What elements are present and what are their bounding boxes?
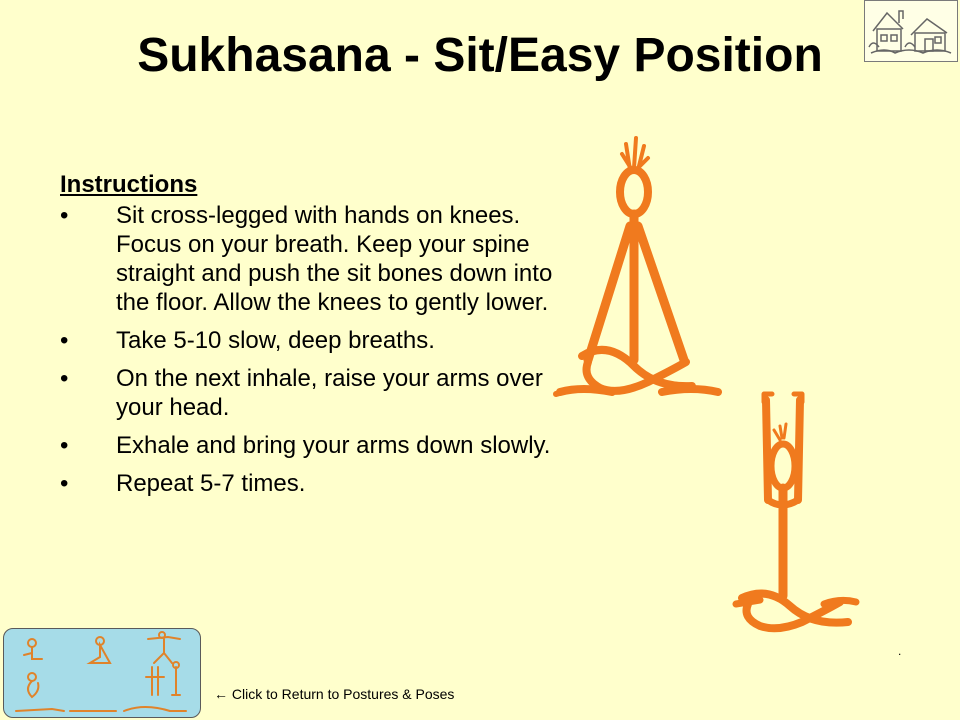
- list-item-text: Take 5-10 slow, deep breaths.: [116, 327, 435, 354]
- list-item: [60, 469, 560, 498]
- poses-thumbnail-icon: [4, 629, 200, 717]
- instructions-section: [60, 170, 560, 507]
- page-title: Sukhasana - Sit/Easy Position: [137, 29, 823, 82]
- bullet: •: [60, 470, 69, 497]
- list-item: [60, 364, 560, 422]
- list-item: [60, 326, 560, 355]
- arms-raised-figure-icon: [720, 390, 880, 640]
- instructions-list: [60, 201, 560, 498]
- stray-mark: .: [898, 644, 902, 658]
- house-icon: [865, 1, 957, 61]
- left-arrow-icon: ←: [214, 686, 228, 702]
- list-item-text: Sit cross-legged with hands on knees. Focus on your breath. Keep your spine straight and push the sit bones down into the floor. Allow the knees to gently lower.: [116, 202, 553, 316]
- bullet: •: [60, 327, 69, 354]
- list-item: [60, 201, 560, 317]
- poses-thumbnail-button[interactable]: [3, 628, 201, 718]
- list-item-text: Exhale and bring your arms down slowly.: [116, 432, 551, 459]
- bullet: •: [60, 432, 69, 459]
- home-button[interactable]: [864, 0, 958, 62]
- list-item: [60, 431, 560, 460]
- sukhasana-figure-icon: [552, 130, 722, 415]
- instructions-heading: Instructions: [60, 171, 198, 198]
- return-link-label: Click to Return to Postures & Poses: [228, 686, 455, 702]
- list-item-text: On the next inhale, raise your arms over your head.: [116, 365, 543, 421]
- bullet: •: [60, 202, 69, 229]
- return-to-postures-link[interactable]: [214, 686, 454, 702]
- bullet: •: [60, 365, 69, 392]
- list-item-text: Repeat 5-7 times.: [116, 470, 306, 497]
